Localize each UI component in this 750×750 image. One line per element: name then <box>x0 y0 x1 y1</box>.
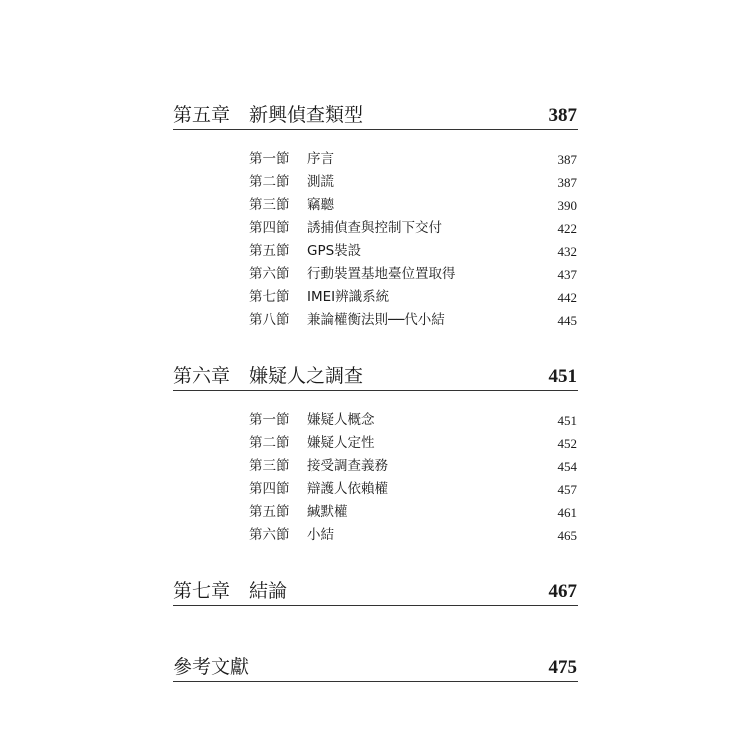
chapter-title: 嫌疑人之調查 <box>249 365 364 387</box>
section-entry <box>249 502 578 525</box>
section-number: 第八節 <box>249 312 290 328</box>
section-title: 接受調查義務 <box>307 458 388 474</box>
section-entry <box>249 264 578 287</box>
section-title: 行動裝置基地臺位置取得 <box>307 266 456 282</box>
references-title: 參考文獻 <box>173 656 250 678</box>
section-title: 測謊 <box>307 174 334 190</box>
section-entry <box>249 433 578 456</box>
section-title: 嫌疑人定性 <box>307 435 375 451</box>
section-title: GPS裝設 <box>307 243 362 259</box>
section-page-number: 387 <box>557 152 577 167</box>
section-page-number: 422 <box>557 221 577 236</box>
chapter-heading <box>173 103 578 130</box>
references-heading <box>173 655 578 682</box>
section-title: IMEI辨識系統 <box>307 289 390 305</box>
section-page-number: 457 <box>557 482 577 497</box>
section-title: 辯護人依賴權 <box>307 481 388 497</box>
section-number: 第三節 <box>249 197 290 213</box>
section-title: 竊聽 <box>307 197 334 213</box>
section-page-number: 432 <box>557 244 577 259</box>
section-number: 第四節 <box>249 481 290 497</box>
section-title: 小結 <box>307 527 334 543</box>
chapter-5 <box>173 103 578 328</box>
section-list <box>249 149 578 333</box>
section-entry <box>249 310 578 333</box>
chapter-6 <box>173 364 578 543</box>
section-number: 第六節 <box>249 266 290 282</box>
section-page-number: 442 <box>557 290 577 305</box>
section-number: 第二節 <box>249 435 290 451</box>
section-page-number: 390 <box>557 198 577 213</box>
section-number: 第一節 <box>249 412 290 428</box>
chapter-heading <box>173 579 578 606</box>
section-page-number: 451 <box>557 413 577 428</box>
section-title: 序言 <box>307 151 334 167</box>
section-title: 誘捕偵查與控制下交付 <box>307 220 442 236</box>
section-number: 第六節 <box>249 527 290 543</box>
section-entry <box>249 479 578 502</box>
section-title: 兼論權衡法則──代小結 <box>307 312 445 328</box>
section-number: 第七節 <box>249 289 290 305</box>
chapter-heading <box>173 364 578 391</box>
section-entry <box>249 195 578 218</box>
chapter-page-number: 467 <box>548 581 577 602</box>
section-entry <box>249 456 578 479</box>
references-page-number: 475 <box>548 657 577 678</box>
section-title: 緘默權 <box>307 504 348 520</box>
section-entry <box>249 525 578 548</box>
section-number: 第四節 <box>249 220 290 236</box>
section-page-number: 454 <box>557 459 577 474</box>
section-entry <box>249 287 578 310</box>
chapter-number: 第七章 <box>173 580 231 602</box>
section-number: 第二節 <box>249 174 290 190</box>
chapter-number: 第五章 <box>173 104 231 126</box>
section-number: 第一節 <box>249 151 290 167</box>
section-entry <box>249 172 578 195</box>
section-list <box>249 410 578 548</box>
chapter-page-number: 451 <box>548 366 577 387</box>
chapter-page-number: 387 <box>548 105 577 126</box>
chapter-number: 第六章 <box>173 365 231 387</box>
section-number: 第五節 <box>249 504 290 520</box>
section-page-number: 437 <box>557 267 577 282</box>
section-entry <box>249 241 578 264</box>
chapter-title: 結論 <box>249 580 288 602</box>
section-page-number: 387 <box>557 175 577 190</box>
section-page-number: 465 <box>557 528 577 543</box>
section-entry <box>249 149 578 172</box>
chapter-title: 新興偵查類型 <box>249 104 364 126</box>
section-title: 嫌疑人概念 <box>307 412 375 428</box>
section-entry <box>249 218 578 241</box>
references-entry <box>173 655 578 682</box>
chapter-7 <box>173 579 578 606</box>
section-number: 第三節 <box>249 458 290 474</box>
section-page-number: 452 <box>557 436 577 451</box>
section-entry <box>249 410 578 433</box>
section-page-number: 445 <box>557 313 577 328</box>
section-page-number: 461 <box>557 505 577 520</box>
section-number: 第五節 <box>249 243 290 259</box>
